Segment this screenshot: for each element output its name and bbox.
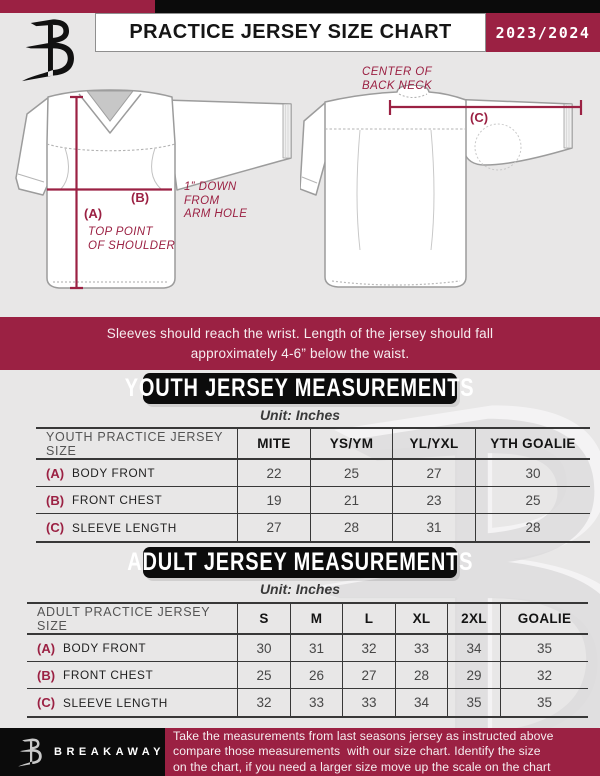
column-header: YTH GOALIE — [475, 429, 590, 458]
cell-value: 25 — [475, 487, 590, 513]
header-black-bar — [155, 0, 600, 13]
cell-value: 27 — [237, 514, 310, 541]
column-header: MITE — [237, 429, 310, 458]
column-header: GOALIE — [500, 604, 588, 633]
cell-value: 34 — [447, 635, 500, 661]
cell-value: 35 — [447, 689, 500, 716]
row-label: (C) SLEEVE LENGTH — [37, 695, 168, 710]
youth-size-table — [36, 427, 590, 543]
fit-notice-banner: Sleeves should reach the wrist. Length of the jersey should fall approximately 4-6” below the waist. — [0, 317, 600, 370]
column-header: XL — [395, 604, 447, 633]
cell-value: 33 — [290, 689, 342, 716]
column-header: YL/YXL — [392, 429, 475, 458]
row-label: (A) BODY FRONT — [37, 640, 147, 656]
cell-value: 26 — [290, 662, 342, 688]
row-label: (B) FRONT CHEST — [37, 667, 154, 683]
table-row — [36, 460, 590, 487]
size-column-header: ADULT PRACTICE JERSEY SIZE — [37, 604, 211, 633]
cell-value: 27 — [342, 662, 395, 688]
table-header-row — [36, 429, 590, 460]
column-header: 2XL — [447, 604, 500, 633]
row-label: (B) FRONT CHEST — [46, 492, 163, 508]
size-column-header: YOUTH PRACTICE JERSEY SIZE — [46, 429, 223, 458]
youth-section-header — [0, 373, 600, 404]
cell-value: 31 — [392, 514, 475, 541]
cell-value: 32 — [237, 689, 290, 716]
cell-value: 32 — [500, 662, 588, 688]
shoulder-note: TOP POINT OF SHOULDER — [88, 226, 176, 252]
column-header: YS/YM — [310, 429, 392, 458]
cell-value: 28 — [310, 514, 392, 541]
cell-value: 35 — [500, 689, 588, 716]
column-header: L — [342, 604, 395, 633]
cell-value: 19 — [237, 487, 310, 513]
season-badge — [486, 13, 600, 52]
table-row — [36, 487, 590, 514]
arm-hole-note: 1” DOWN FROM ARM HOLE — [184, 181, 248, 220]
table-header-row — [27, 604, 588, 635]
adult-unit-label: Unit: Inches — [259, 581, 341, 597]
table-row — [27, 662, 588, 689]
cell-value: 30 — [237, 635, 290, 661]
adult-title: ADULT JERSEY MEASUREMENTS — [127, 548, 473, 576]
label-c: (C) — [470, 110, 489, 125]
table-row — [27, 635, 588, 662]
label-b: (B) — [131, 190, 150, 205]
cell-value: 25 — [237, 662, 290, 688]
table-row — [36, 514, 590, 541]
footer-logo — [16, 736, 44, 768]
label-a: (A) — [84, 206, 103, 221]
column-header: M — [290, 604, 342, 633]
page-title: PRACTICE JERSEY SIZE CHART — [129, 21, 452, 43]
cell-value: 31 — [290, 635, 342, 661]
cell-value: 28 — [475, 514, 590, 541]
cell-value: 33 — [395, 635, 447, 661]
cell-value: 29 — [447, 662, 500, 688]
cell-value: 34 — [395, 689, 447, 716]
back-neck-note: CENTER OF BACK NECK — [362, 66, 433, 92]
cell-value: 33 — [342, 689, 395, 716]
brand-name: BREAKAWAY — [54, 746, 165, 758]
cell-value: 32 — [342, 635, 395, 661]
season-label: 2023/2024 — [495, 23, 591, 42]
adult-section-header — [0, 547, 600, 578]
footer-instructions: Take the measurements from last seasons jersey as instructed above compare those measurements with our size chart. Identify the size on the chart, if you need a larger size move up the scale on the chart — [165, 728, 600, 776]
page-title-box — [95, 13, 486, 52]
column-header: S — [237, 604, 290, 633]
cell-value: 25 — [310, 460, 392, 486]
youth-unit-label: Unit: Inches — [259, 407, 341, 423]
cell-value: 23 — [392, 487, 475, 513]
cell-value: 22 — [237, 460, 310, 486]
row-label: (C) SLEEVE LENGTH — [46, 520, 177, 535]
header-accent-bar — [0, 0, 155, 13]
adult-size-table — [27, 602, 588, 718]
row-label: (A) BODY FRONT — [46, 465, 156, 481]
cell-value: 35 — [500, 635, 588, 661]
cell-value: 27 — [392, 460, 475, 486]
measurement-lines — [0, 52, 600, 317]
cell-value: 30 — [475, 460, 590, 486]
cell-value: 28 — [395, 662, 447, 688]
footer-brand-box — [0, 728, 165, 776]
table-row — [27, 689, 588, 716]
youth-title: YOUTH JERSEY MEASUREMENTS — [125, 374, 475, 402]
cell-value: 21 — [310, 487, 392, 513]
